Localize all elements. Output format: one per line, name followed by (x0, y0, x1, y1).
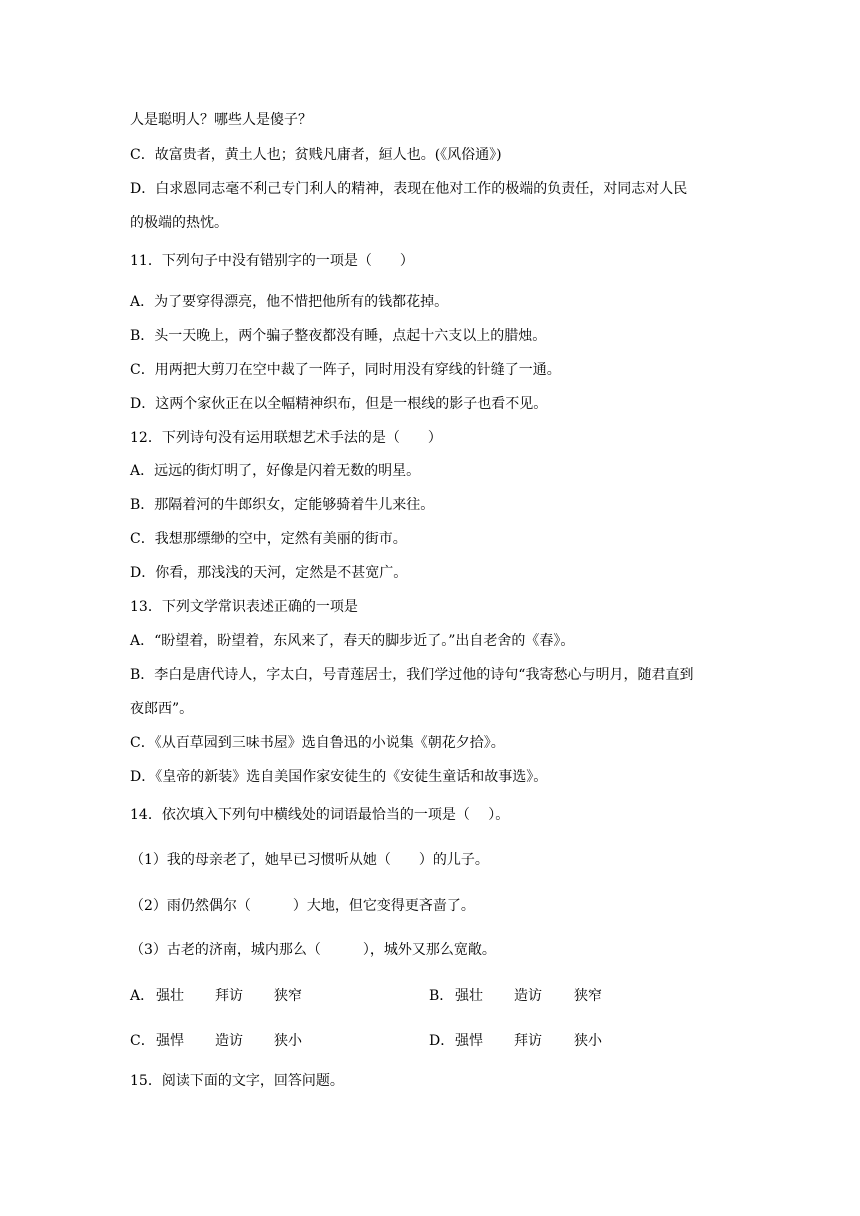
question-15: 15．阅读下面的文字，回答问题。 (130, 1073, 344, 1089)
text-line: （2）雨仍然偶尔（ ）大地，但它变得更吝啬了。 (130, 898, 475, 914)
text-line: A．为了要穿得漂亮，他不惜把他所有的钱都花掉。 (130, 294, 449, 310)
text-line: B．李白是唐代诗人，字太白，号青莲居士，我们学过他的诗句“我寄愁心与明月，随君直到 (130, 667, 694, 683)
text-line: A．远远的街灯明了，好像是闪着无数的明星。 (130, 463, 421, 479)
question-13: 13．下列文学常识表述正确的一项是 (130, 599, 358, 615)
option-a-word: 拜访 (215, 988, 243, 1004)
text-line: C．《从百草园到三味书屋》选自鲁迅的小说集《朝花夕拾》。 (130, 735, 505, 751)
option-c-label: C． (130, 1033, 155, 1049)
option-b-word: 造访 (514, 988, 542, 1004)
option-d-word: 强悍 (455, 1033, 483, 1049)
option-c-word: 强悍 (156, 1033, 184, 1049)
option-c-word: 狭小 (274, 1033, 302, 1049)
question-14: 14．依次填入下列句中横线处的词语最恰当的一项是（ ）。 (130, 807, 510, 823)
question-11: 11．下列句子中没有错别字的一项是（ ） (130, 253, 414, 269)
option-a-label: A． (130, 988, 155, 1004)
question-12: 12．下列诗句没有运用联想艺术手法的是（ ） (130, 430, 442, 446)
text-line: B．头一天晚上，两个骗子整夜都没有睡，点起十六支以上的腊烛。 (130, 328, 547, 344)
text-line: （3）古老的济南，城内那么（ ），城外又那么宽敞。 (130, 942, 496, 958)
text-line: D．白求恩同志毫不利己专门利人的精神，表现在他对工作的极端的负责任，对同志对人民 (130, 181, 688, 197)
option-d-word: 狭小 (574, 1033, 602, 1049)
option-b-word: 强壮 (455, 988, 483, 1004)
text-line: D．你看，那浅浅的天河，定然是不甚宽广。 (130, 565, 408, 581)
option-a-word: 强壮 (156, 988, 184, 1004)
text-line: B．那隔着河的牛郎织女，定能够骑着牛儿来往。 (130, 497, 435, 513)
text-line: C．我想那缥缈的空中，定然有美丽的街市。 (130, 531, 407, 547)
text-line: C．故富贵者，黄土人也；贫贱凡庸者，絙人也。(《风俗通》) (130, 147, 502, 163)
option-c-word: 造访 (215, 1033, 243, 1049)
text-line: D．这两个家伙正在以全幅精神织布，但是一根线的影子也看不见。 (130, 396, 548, 412)
text-line: 人是聪明人？哪些人是傻子？ (130, 112, 312, 128)
option-a-word: 狭窄 (274, 988, 302, 1004)
text-line: C．用两把大剪刀在空中裁了一阵子，同时用没有穿线的针缝了一通。 (130, 362, 561, 378)
text-line: D．《皇帝的新装》选自美国作家安徒生的《安徒生童话和故事选》。 (130, 769, 548, 785)
option-d-label: D． (429, 1033, 455, 1049)
text-line: A．“盼望着，盼望着，东风来了，春天的脚步近了。”出自老舍的《春》。 (130, 633, 575, 649)
text-line: （1）我的母亲老了，她早已习惯听从她（ ）的儿子。 (130, 852, 489, 868)
option-d-word: 拜访 (514, 1033, 542, 1049)
text-line: 的极端的热忱。 (130, 215, 228, 231)
text-line: 夜郎西”。 (130, 701, 194, 717)
option-b-word: 狭窄 (574, 988, 602, 1004)
option-b-label: B． (429, 988, 454, 1004)
